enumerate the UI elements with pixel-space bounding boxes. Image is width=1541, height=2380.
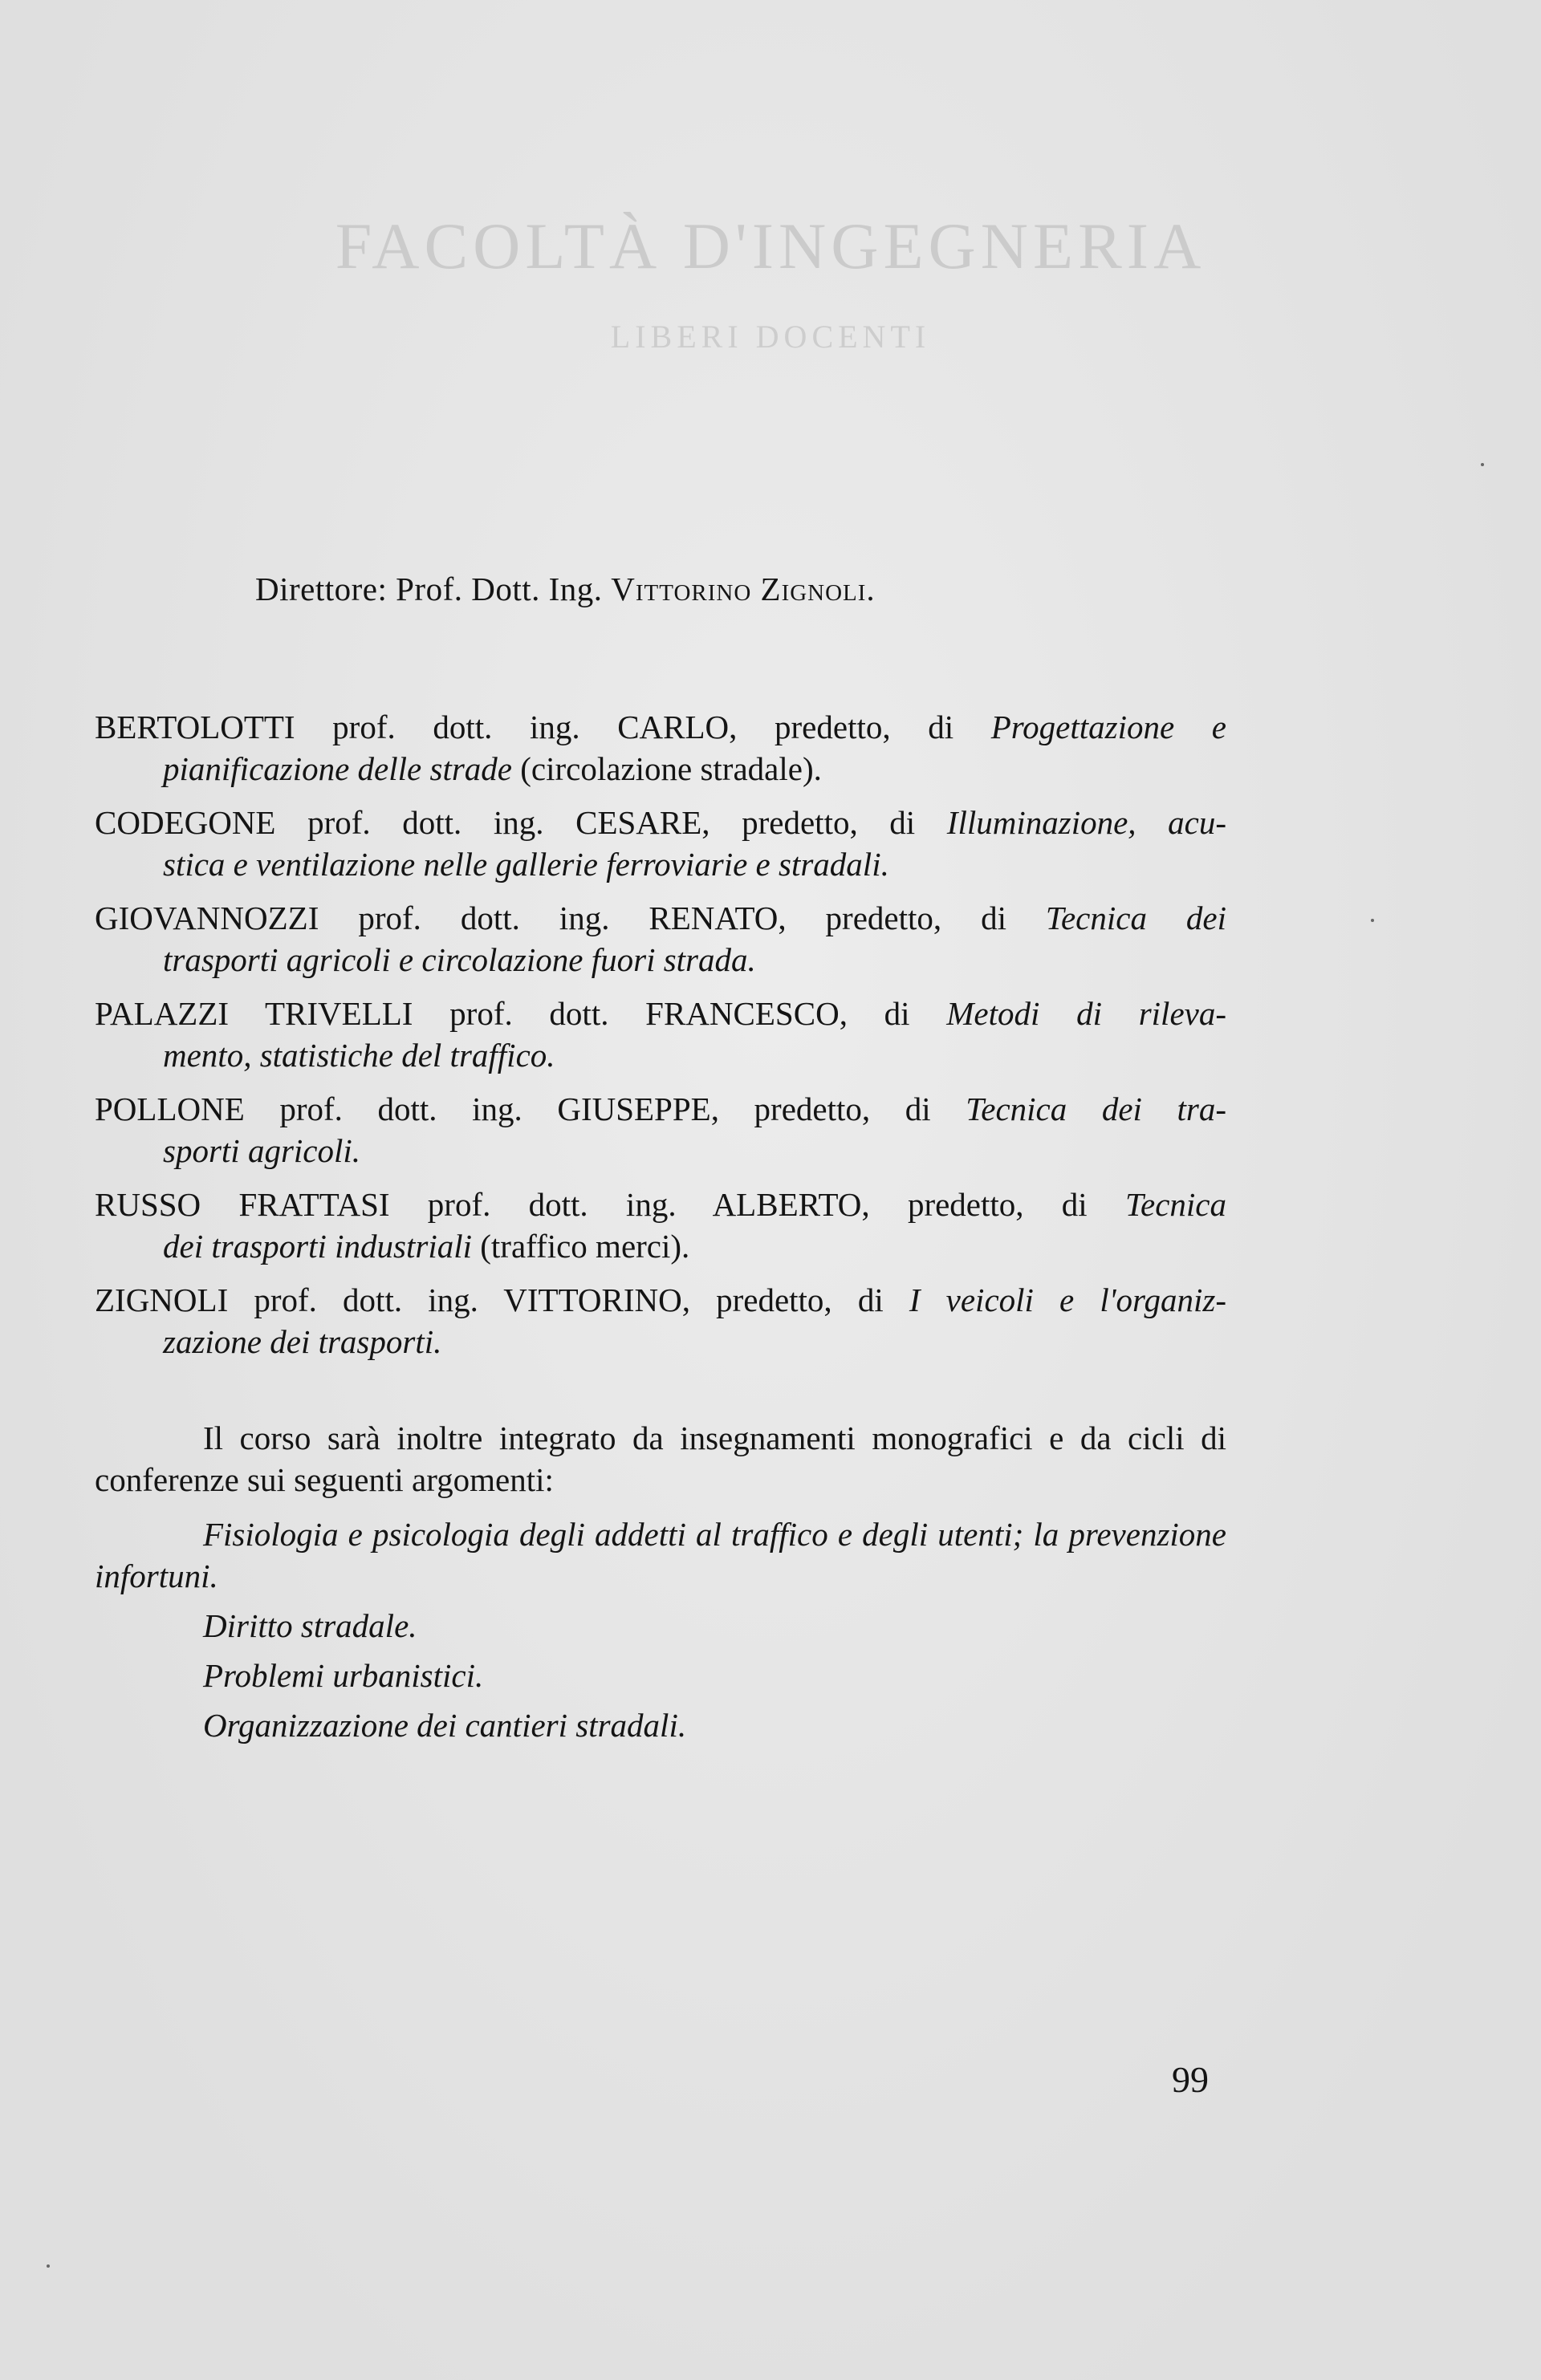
faculty-entry-giovannozzi bbox=[95, 897, 1226, 981]
entry-first-line bbox=[95, 897, 1226, 939]
entry-name: BERTOLOTTI prof. dott. ing. CARLO, predetto, di bbox=[95, 709, 991, 745]
entry-second-line bbox=[95, 1321, 1226, 1363]
closing-section bbox=[95, 1417, 1226, 1754]
entry-subject-start: Tecnica dei bbox=[1045, 900, 1226, 936]
entry-subject-end: trasporti agricoli e circolazione fuori strada. bbox=[163, 941, 756, 978]
entry-second-line bbox=[95, 1130, 1226, 1172]
topic-item: Diritto stradale. bbox=[203, 1607, 417, 1644]
faculty-entry-codegone bbox=[95, 802, 1226, 885]
entry-subject-start: Illuminazione, acu- bbox=[946, 804, 1226, 841]
faculty-entry-bertolotti bbox=[95, 706, 1226, 790]
entry-name: POLLONE prof. dott. ing. GIUSEPPE, predetto, di bbox=[95, 1090, 966, 1127]
show-through-section-subtitle: LIBERI DOCENTI bbox=[610, 319, 931, 355]
entry-subject-start: Tecnica dei tra- bbox=[966, 1090, 1226, 1127]
entry-name: GIOVANNOZZI prof. dott. ing. RENATO, predetto, di bbox=[95, 900, 1046, 936]
entry-note: (circolazione stradale). bbox=[511, 750, 822, 787]
paper-speck bbox=[47, 2264, 50, 2268]
paper-speck bbox=[1371, 919, 1374, 922]
entry-second-line bbox=[95, 1225, 1226, 1267]
topic-item: Problemi urbanistici. bbox=[203, 1657, 484, 1694]
entry-subject-start: Tecnica bbox=[1124, 1186, 1226, 1223]
entry-second-line bbox=[95, 1034, 1226, 1076]
entry-first-line bbox=[95, 802, 1226, 843]
entry-name: ZIGNOLI prof. dott. ing. VITTORINO, predetto, di bbox=[95, 1281, 909, 1318]
entry-name: PALAZZI TRIVELLI prof. dott. FRANCESCO, di bbox=[95, 995, 947, 1032]
entry-first-line bbox=[95, 1184, 1226, 1225]
entry-subject-start: Progettazione e bbox=[990, 709, 1227, 745]
topic-item: Fisiologia e psicologia degli addetti al traffico e degli utenti; la prevenzione infortuni. bbox=[95, 1516, 1226, 1594]
entry-first-line bbox=[95, 1279, 1226, 1321]
entry-first-line bbox=[95, 706, 1226, 748]
faculty-entry-russo-frattasi bbox=[95, 1184, 1226, 1267]
director-name: Vittorino Zignoli. bbox=[611, 571, 876, 607]
entry-second-line bbox=[95, 748, 1226, 790]
topic-item: Organizzazione dei cantieri stradali. bbox=[203, 1707, 687, 1744]
faculty-entry-palazzi-trivelli bbox=[95, 993, 1226, 1076]
entry-second-line bbox=[95, 939, 1226, 981]
faculty-entry-zignoli bbox=[95, 1279, 1226, 1363]
entry-subject-end: mento, statistiche del traffico. bbox=[163, 1037, 555, 1074]
faculty-list bbox=[95, 706, 1226, 1375]
paper-speck bbox=[1481, 463, 1484, 466]
entry-subject-start: Metodi di rileva- bbox=[946, 995, 1226, 1032]
entry-name: RUSSO FRATTASI prof. dott. ing. ALBERTO, predetto, di bbox=[95, 1186, 1125, 1223]
entry-subject-end: stica e ventilazione nelle gallerie ferroviarie e stradali. bbox=[163, 846, 889, 883]
director-line bbox=[255, 570, 876, 608]
faculty-entry-pollone bbox=[95, 1088, 1226, 1172]
show-through-faculty-title: FACOLTÀ D'INGEGNERIA bbox=[335, 209, 1206, 282]
entry-subject-start: I veicoli e l'organiz- bbox=[909, 1281, 1226, 1318]
entry-first-line bbox=[95, 993, 1226, 1034]
closing-intro: Il corso sarà inoltre integrato da insegnamenti monografici e da cicli di conferenze sui seguenti argomenti: bbox=[95, 1419, 1226, 1498]
entry-subject-end: zazione dei trasporti. bbox=[163, 1323, 442, 1360]
entry-subject-end: sporti agricoli. bbox=[163, 1132, 361, 1169]
entry-first-line bbox=[95, 1088, 1226, 1130]
page-number: 99 bbox=[1172, 2059, 1209, 2100]
entry-note: (traffico merci). bbox=[472, 1228, 690, 1265]
entry-second-line bbox=[95, 843, 1226, 885]
entry-subject-end: pianificazione delle strade bbox=[163, 750, 512, 787]
entry-subject-end: dei trasporti industriali bbox=[163, 1228, 472, 1265]
entry-name: CODEGONE prof. dott. ing. CESARE, predetto, di bbox=[95, 804, 947, 841]
director-label: Direttore: Prof. Dott. Ing. bbox=[255, 571, 603, 607]
